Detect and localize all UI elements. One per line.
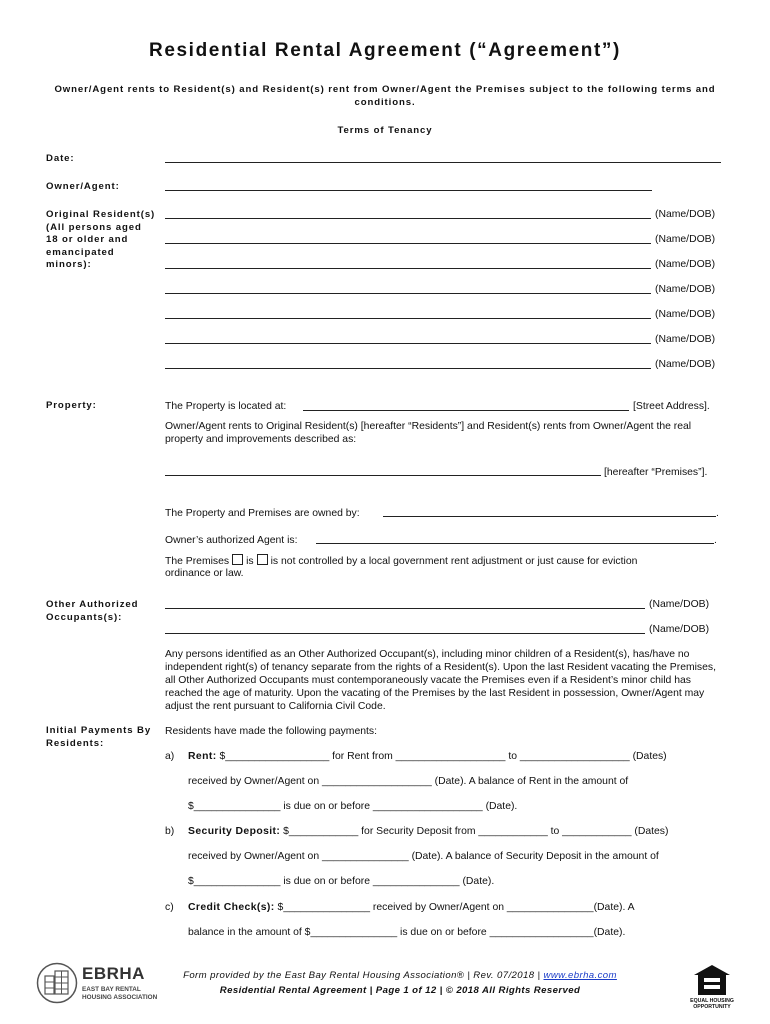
- payments-intro: Residents have made the following payments:: [165, 726, 377, 737]
- deposit-line-2: received by Owner/Agent on _______________ (Date). A balance of Security Deposit in the amount of: [188, 851, 659, 862]
- street-address-field[interactable]: [303, 410, 629, 411]
- rent-control-text: is not controlled by a local government rent adjustment or just cause for eviction: [270, 556, 638, 567]
- occupants-paragraph: Any persons identified as an Other Authorized Occupant(s), including minor children of a Resident(s), has/have no independent right(s) of tenancy separate from the rights of a Resident(s). Upon the last Resident vacating the Premises, all Other Authorized Occupants must contemporaneously vacate the Premises even if a Resident’s minor child has reached the age of maturity. Upon the vacating of the Premises by the last Resident in possession, Owner/Agent may adjust the rent pursuant to California Civil Code.: [165, 649, 716, 712]
- intro-text: Owner/Agent rents to Resident(s) and Resident(s) rent from Owner/Agent the Premises subject to the following terms and conditions.: [54, 84, 716, 108]
- name-dob-label: (Name/DOB): [655, 234, 716, 245]
- deposit-line-1-text: $____________ for Security Deposit from ____________ to ____________ (Dates): [283, 826, 669, 837]
- date-field[interactable]: [165, 162, 721, 163]
- name-dob-label: (Name/DOB): [655, 284, 716, 295]
- website-link[interactable]: www.ebrha.com: [543, 970, 617, 981]
- name-dob-label: (Name/DOB): [655, 359, 716, 370]
- premises-suffix: [hereafter “Premises”].: [604, 467, 708, 478]
- resident-field[interactable]: [165, 218, 651, 219]
- credit-label: Credit Check(s):: [188, 902, 275, 913]
- date-label: Date:: [46, 153, 75, 164]
- name-dob-label: (Name/DOB): [649, 599, 710, 610]
- equal-housing-icon: [692, 964, 732, 996]
- name-dob-label: (Name/DOB): [655, 334, 716, 345]
- logo-name-line1: EAST BAY RENTAL: [82, 986, 141, 993]
- property-label: Property:: [46, 400, 97, 411]
- is-word: is: [246, 556, 254, 567]
- ordinance-text: ordinance or law.: [165, 568, 244, 579]
- marker-a: a): [165, 751, 175, 762]
- resident-field[interactable]: [165, 293, 651, 294]
- terms-heading: Terms of Tenancy: [337, 125, 433, 136]
- is-not-checkbox[interactable]: [257, 554, 268, 565]
- credit-line-1-text: $_______________ received by Owner/Agent on _______________(Date). A: [277, 902, 635, 913]
- credit-line-2: balance in the amount of $_______________ is due on or before __________________(Date).: [188, 927, 626, 938]
- logo-abbreviation: EBRHA: [82, 964, 145, 983]
- authorized-agent-field[interactable]: [316, 543, 714, 544]
- property-located-text: The Property is located at:: [165, 401, 287, 412]
- resident-field[interactable]: [165, 343, 651, 344]
- other-occupants-label: Other Authorized Occupants(s):: [46, 599, 139, 623]
- street-address-suffix: [Street Address].: [633, 401, 710, 412]
- footer-prefix: Form provided by the East Bay Rental Housing Association® | Rev. 07/2018 |: [183, 970, 544, 981]
- resident-field[interactable]: [165, 243, 651, 244]
- logo-name-line2: HOUSING ASSOCIATION: [82, 994, 158, 1001]
- marker-c: c): [165, 902, 174, 913]
- period: .: [714, 535, 717, 546]
- rent-line-1: [188, 750, 667, 763]
- original-residents-label: Original Resident(s) (All persons aged 18 or older and emancipated minors):: [46, 209, 156, 270]
- rents-description: Owner/Agent rents to Original Resident(s) [hereafter “Residents”] and Resident(s) rents from Owner/Agent the real property and improvements described as:: [165, 421, 692, 445]
- resident-field[interactable]: [165, 268, 651, 269]
- resident-field[interactable]: [165, 368, 651, 369]
- name-dob-label: (Name/DOB): [655, 259, 716, 270]
- name-dob-label: (Name/DOB): [655, 209, 716, 220]
- rent-line-3: $_______________ is due on or before ___________________ (Date).: [188, 801, 518, 812]
- rent-line-2: received by Owner/Agent on ___________________ (Date). A balance of Rent in the amount of: [188, 776, 629, 787]
- owner-agent-field[interactable]: [165, 190, 652, 191]
- initial-payments-label: Initial Payments By Residents:: [46, 725, 152, 749]
- name-dob-label: (Name/DOB): [655, 309, 716, 320]
- is-checkbox[interactable]: [232, 554, 243, 565]
- premises-field[interactable]: [165, 475, 601, 476]
- occupant-field[interactable]: [165, 633, 645, 634]
- name-dob-label: (Name/DOB): [649, 624, 710, 635]
- footer-line-2: Residential Rental Agreement | Page 1 of 12 | © 2018 All Rights Reserved: [219, 985, 581, 996]
- footer-line-1: [150, 970, 650, 981]
- equal-housing-line2: OPPORTUNITY: [693, 1004, 731, 1010]
- authorized-agent-text: Owner’s authorized Agent is:: [165, 535, 298, 546]
- owned-by-text: The Property and Premises are owned by:: [165, 508, 360, 519]
- deposit-label: Security Deposit:: [188, 826, 281, 837]
- credit-line-1: [188, 901, 635, 914]
- owner-agent-label: Owner/Agent:: [46, 181, 120, 192]
- resident-field[interactable]: [165, 318, 651, 319]
- rent-label: Rent:: [188, 751, 217, 762]
- equal-housing-line1: EQUAL HOUSING: [690, 998, 734, 1004]
- owned-by-field[interactable]: [383, 516, 716, 517]
- deposit-line-3: $_______________ is due on or before _______________ (Date).: [188, 876, 495, 887]
- deposit-line-1: [188, 825, 668, 838]
- premises-word: The Premises: [165, 556, 230, 567]
- ebrha-logo-icon: [36, 962, 78, 1004]
- marker-b: b): [165, 826, 175, 837]
- period: .: [716, 508, 719, 519]
- rent-line-1-text: $__________________ for Rent from ___________________ to ___________________ (Dates): [219, 751, 667, 762]
- occupant-field[interactable]: [165, 608, 645, 609]
- page-title: Residential Rental Agreement (“Agreement”): [149, 40, 621, 61]
- rent-control-line: [165, 554, 725, 568]
